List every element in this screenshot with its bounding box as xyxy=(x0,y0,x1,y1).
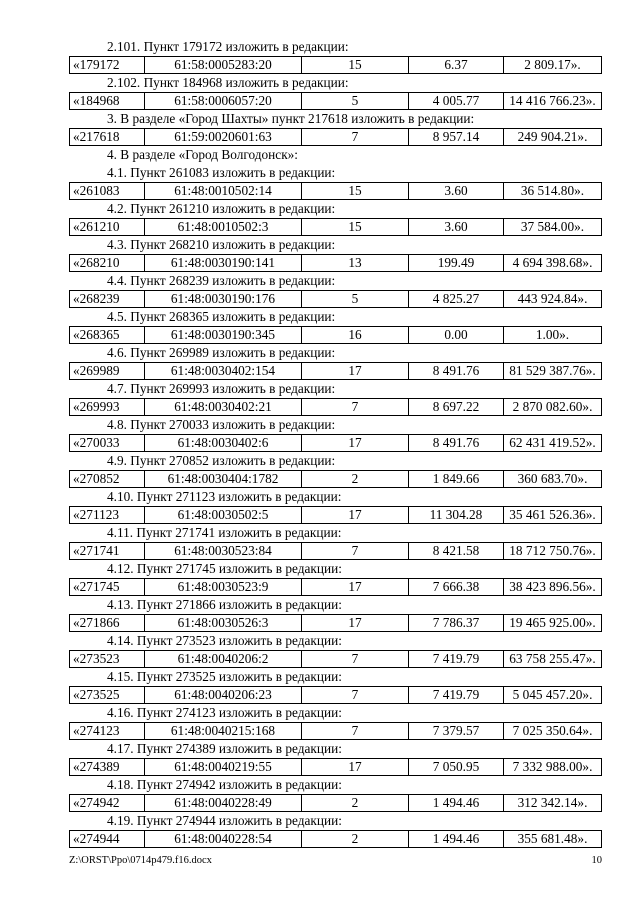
value-cell: 7 332 988.00». xyxy=(504,759,602,776)
item-number-cell: «217618 xyxy=(70,129,145,146)
cadastral-number-cell: 61:48:0040206:23 xyxy=(145,687,302,704)
group-cell: 2 xyxy=(302,831,409,848)
rate-cell: 7 419.79 xyxy=(409,651,504,668)
cadastral-number-cell: 61:48:0030402:6 xyxy=(145,435,302,452)
amendment-heading: 4.2. Пункт 261210 изложить в редакции: xyxy=(107,201,336,216)
rate-cell: 7 379.57 xyxy=(409,723,504,740)
cadastral-number-cell: 61:48:0030404:1782 xyxy=(145,471,302,488)
amendment-table xyxy=(69,722,602,740)
group-cell: 16 xyxy=(302,327,409,344)
amendment-table xyxy=(69,470,602,488)
item-number-cell: «270852 xyxy=(70,471,145,488)
table-row xyxy=(70,651,602,668)
rate-cell: 1 494.46 xyxy=(409,831,504,848)
amendment-heading: 4.15. Пункт 273525 изложить в редакции: xyxy=(107,669,342,684)
group-cell: 7 xyxy=(302,399,409,416)
cadastral-number-cell: 61:48:0030402:154 xyxy=(145,363,302,380)
amendment-table xyxy=(69,128,602,146)
cadastral-number-cell: 61:48:0040215:168 xyxy=(145,723,302,740)
item-number-cell: «271741 xyxy=(70,543,145,560)
group-cell: 17 xyxy=(302,435,409,452)
group-cell: 5 xyxy=(302,291,409,308)
table-row xyxy=(70,831,602,848)
item-number-cell: «271745 xyxy=(70,579,145,596)
page-footer xyxy=(69,853,602,869)
cadastral-number-cell: 61:48:0030190:345 xyxy=(145,327,302,344)
amendment-heading: 4.11. Пункт 271741 изложить в редакции: xyxy=(107,525,342,540)
table-row xyxy=(70,471,602,488)
table-row xyxy=(70,723,602,740)
amendment-heading: 4.6. Пункт 269989 изложить в редакции: xyxy=(107,345,336,360)
rate-cell: 3.60 xyxy=(409,219,504,236)
amendment-heading: 4.10. Пункт 271123 изложить в редакции: xyxy=(107,489,342,504)
rate-cell: 7 666.38 xyxy=(409,579,504,596)
table-row xyxy=(70,129,602,146)
group-cell: 7 xyxy=(302,651,409,668)
value-cell: 37 584.00». xyxy=(504,219,602,236)
value-cell: 2 870 082.60». xyxy=(504,399,602,416)
amendment-table xyxy=(69,506,602,524)
amendment-table xyxy=(69,326,602,344)
amendment-table xyxy=(69,614,602,632)
amendment-table xyxy=(69,794,602,812)
rate-cell: 7 786.37 xyxy=(409,615,504,632)
group-cell: 17 xyxy=(302,363,409,380)
item-number-cell: «269993 xyxy=(70,399,145,416)
group-cell: 2 xyxy=(302,471,409,488)
item-number-cell: «269989 xyxy=(70,363,145,380)
amendment-heading: 4.8. Пункт 270033 изложить в редакции: xyxy=(107,417,336,432)
table-row xyxy=(70,183,602,200)
rate-cell: 8 491.76 xyxy=(409,363,504,380)
rate-cell: 1 494.46 xyxy=(409,795,504,812)
amendment-table xyxy=(69,254,602,272)
cadastral-number-cell: 61:48:0040228:54 xyxy=(145,831,302,848)
group-cell: 13 xyxy=(302,255,409,272)
amendment-heading: 2.101. Пункт 179172 изложить в редакции: xyxy=(107,39,349,54)
amendment-table xyxy=(69,686,602,704)
cadastral-number-cell: 61:48:0030523:84 xyxy=(145,543,302,560)
group-cell: 17 xyxy=(302,615,409,632)
rate-cell: 11 304.28 xyxy=(409,507,504,524)
table-row xyxy=(70,759,602,776)
value-cell: 1.00». xyxy=(504,327,602,344)
table-row xyxy=(70,93,602,110)
amendment-heading: 4.5. Пункт 268365 изложить в редакции: xyxy=(107,309,336,324)
rate-cell: 199.49 xyxy=(409,255,504,272)
value-cell: 4 694 398.68». xyxy=(504,255,602,272)
value-cell: 81 529 387.76». xyxy=(504,363,602,380)
cadastral-number-cell: 61:58:0006057:20 xyxy=(145,93,302,110)
rate-cell: 8 491.76 xyxy=(409,435,504,452)
table-row xyxy=(70,291,602,308)
table-row xyxy=(70,795,602,812)
cadastral-number-cell: 61:48:0010502:3 xyxy=(145,219,302,236)
item-number-cell: «271123 xyxy=(70,507,145,524)
value-cell: 5 045 457.20». xyxy=(504,687,602,704)
value-cell: 360 683.70». xyxy=(504,471,602,488)
table-row xyxy=(70,327,602,344)
item-number-cell: «274942 xyxy=(70,795,145,812)
rate-cell: 3.60 xyxy=(409,183,504,200)
table-row xyxy=(70,255,602,272)
amendment-heading: 4.3. Пункт 268210 изложить в редакции: xyxy=(107,237,336,252)
cadastral-number-cell: 61:48:0040219:55 xyxy=(145,759,302,776)
amendment-heading: 4.19. Пункт 274944 изложить в редакции: xyxy=(107,813,342,828)
amendment-table xyxy=(69,182,602,200)
amendment-heading: 4.17. Пункт 274389 изложить в редакции: xyxy=(107,741,342,756)
table-row xyxy=(70,687,602,704)
table-row xyxy=(70,579,602,596)
value-cell: 35 461 526.36». xyxy=(504,507,602,524)
item-number-cell: «274123 xyxy=(70,723,145,740)
footer-file-path: Z:\ORST\Ppo\0714p479.f16.docx xyxy=(69,855,212,866)
cadastral-number-cell: 61:48:0010502:14 xyxy=(145,183,302,200)
rate-cell: 4 825.27 xyxy=(409,291,504,308)
table-row xyxy=(70,399,602,416)
group-cell: 7 xyxy=(302,687,409,704)
table-row xyxy=(70,57,602,74)
amendment-table xyxy=(69,434,602,452)
value-cell: 249 904.21». xyxy=(504,129,602,146)
value-cell: 312 342.14». xyxy=(504,795,602,812)
amendment-table xyxy=(69,650,602,668)
value-cell: 19 465 925.00». xyxy=(504,615,602,632)
amendment-heading: 3. В разделе «Город Шахты» пункт 217618 изложить в редакции: xyxy=(107,111,475,126)
amendment-table xyxy=(69,542,602,560)
item-number-cell: «184968 xyxy=(70,93,145,110)
amendment-table xyxy=(69,362,602,380)
table-row xyxy=(70,543,602,560)
cadastral-number-cell: 61:48:0030523:9 xyxy=(145,579,302,596)
amendment-table xyxy=(69,578,602,596)
amendment-heading: 4.4. Пункт 268239 изложить в редакции: xyxy=(107,273,336,288)
amendment-heading: 4.1. Пункт 261083 изложить в редакции: xyxy=(107,165,336,180)
value-cell: 2 809.17». xyxy=(504,57,602,74)
amendment-heading: 4.16. Пункт 274123 изложить в редакции: xyxy=(107,705,342,720)
group-cell: 15 xyxy=(302,183,409,200)
value-cell: 36 514.80». xyxy=(504,183,602,200)
rate-cell: 8 697.22 xyxy=(409,399,504,416)
group-cell: 5 xyxy=(302,93,409,110)
cadastral-number-cell: 61:48:0040228:49 xyxy=(145,795,302,812)
group-cell: 17 xyxy=(302,507,409,524)
rate-cell: 7 419.79 xyxy=(409,687,504,704)
table-row xyxy=(70,219,602,236)
value-cell: 14 416 766.23». xyxy=(504,93,602,110)
rate-cell: 8 421.58 xyxy=(409,543,504,560)
group-cell: 15 xyxy=(302,57,409,74)
item-number-cell: «273523 xyxy=(70,651,145,668)
amendment-table xyxy=(69,56,602,74)
group-cell: 15 xyxy=(302,219,409,236)
item-number-cell: «261083 xyxy=(70,183,145,200)
cadastral-number-cell: 61:48:0030402:21 xyxy=(145,399,302,416)
group-cell: 17 xyxy=(302,579,409,596)
cadastral-number-cell: 61:58:0005283:20 xyxy=(145,57,302,74)
value-cell: 7 025 350.64». xyxy=(504,723,602,740)
amendment-table xyxy=(69,290,602,308)
cadastral-number-cell: 61:48:0030190:141 xyxy=(145,255,302,272)
amendment-table xyxy=(69,830,602,848)
value-cell: 62 431 419.52». xyxy=(504,435,602,452)
rate-cell: 8 957.14 xyxy=(409,129,504,146)
amendment-heading: 4. В разделе «Город Волгодонск»: xyxy=(107,147,298,162)
value-cell: 38 423 896.56». xyxy=(504,579,602,596)
item-number-cell: «274389 xyxy=(70,759,145,776)
group-cell: 7 xyxy=(302,543,409,560)
rate-cell: 4 005.77 xyxy=(409,93,504,110)
value-cell: 18 712 750.76». xyxy=(504,543,602,560)
group-cell: 7 xyxy=(302,129,409,146)
item-number-cell: «179172 xyxy=(70,57,145,74)
table-row xyxy=(70,615,602,632)
item-number-cell: «273525 xyxy=(70,687,145,704)
document-body xyxy=(69,38,602,848)
amendment-heading: 4.18. Пункт 274942 изложить в редакции: xyxy=(107,777,342,792)
value-cell: 355 681.48». xyxy=(504,831,602,848)
rate-cell: 0.00 xyxy=(409,327,504,344)
table-row xyxy=(70,507,602,524)
group-cell: 17 xyxy=(302,759,409,776)
item-number-cell: «274944 xyxy=(70,831,145,848)
item-number-cell: «268210 xyxy=(70,255,145,272)
rate-cell: 6.37 xyxy=(409,57,504,74)
amendment-table xyxy=(69,218,602,236)
cadastral-number-cell: 61:59:0020601:63 xyxy=(145,129,302,146)
page-number: 10 xyxy=(591,855,602,866)
amendment-heading: 4.9. Пункт 270852 изложить в редакции: xyxy=(107,453,336,468)
value-cell: 63 758 255.47». xyxy=(504,651,602,668)
item-number-cell: «268365 xyxy=(70,327,145,344)
item-number-cell: «270033 xyxy=(70,435,145,452)
amendment-heading: 4.14. Пункт 273523 изложить в редакции: xyxy=(107,633,342,648)
amendment-table xyxy=(69,398,602,416)
value-cell: 443 924.84». xyxy=(504,291,602,308)
item-number-cell: «261210 xyxy=(70,219,145,236)
amendment-heading: 2.102. Пункт 184968 изложить в редакции: xyxy=(107,75,349,90)
amendment-heading: 4.13. Пункт 271866 изложить в редакции: xyxy=(107,597,342,612)
item-number-cell: «271866 xyxy=(70,615,145,632)
cadastral-number-cell: 61:48:0030502:5 xyxy=(145,507,302,524)
group-cell: 2 xyxy=(302,795,409,812)
cadastral-number-cell: 61:48:0030190:176 xyxy=(145,291,302,308)
amendment-heading: 4.7. Пункт 269993 изложить в редакции: xyxy=(107,381,336,396)
cadastral-number-cell: 61:48:0040206:2 xyxy=(145,651,302,668)
group-cell: 7 xyxy=(302,723,409,740)
amendment-heading: 4.12. Пункт 271745 изложить в редакции: xyxy=(107,561,342,576)
cadastral-number-cell: 61:48:0030526:3 xyxy=(145,615,302,632)
item-number-cell: «268239 xyxy=(70,291,145,308)
table-row xyxy=(70,363,602,380)
amendment-table xyxy=(69,92,602,110)
rate-cell: 1 849.66 xyxy=(409,471,504,488)
table-row xyxy=(70,435,602,452)
rate-cell: 7 050.95 xyxy=(409,759,504,776)
amendment-table xyxy=(69,758,602,776)
